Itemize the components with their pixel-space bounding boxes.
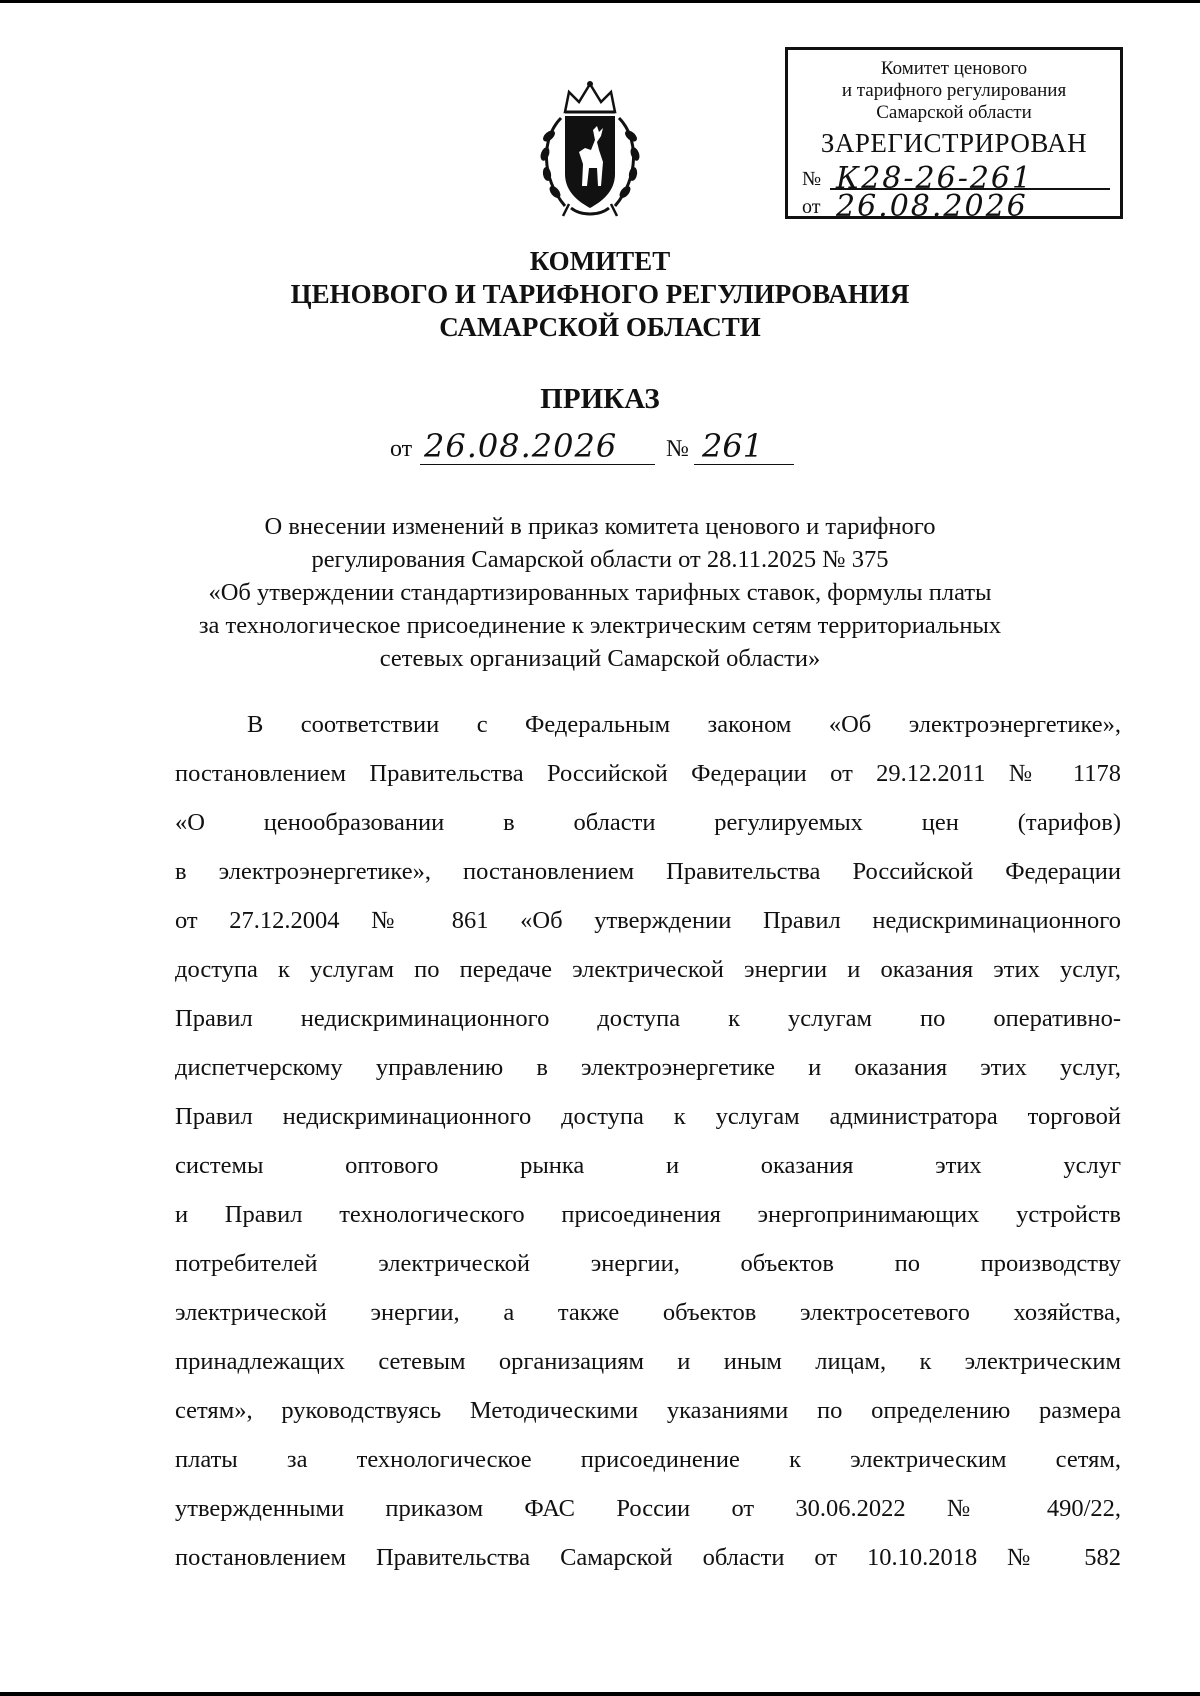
subject-line: «Об утверждении стандартизированных тарифных ставок, формулы платы bbox=[208, 579, 992, 606]
subject-line: О внесении изменений в приказ комитета ценового и тарифного bbox=[264, 513, 936, 540]
body-line: потребителей электрической энергии, объектов по производству bbox=[175, 1250, 1121, 1277]
body-line: платы за технологическое присоединение к электрическим сетям, bbox=[175, 1446, 1121, 1473]
order-date-label: от bbox=[390, 436, 413, 462]
stamp-org-line-1: Комитет ценового bbox=[880, 58, 1028, 79]
scan-border-bottom bbox=[0, 1692, 1200, 1696]
stamp-number-label: № bbox=[802, 168, 822, 190]
stamp-number-handwritten: К28-26-261 bbox=[836, 161, 1034, 196]
order-date-handwritten: 26.08.2026 bbox=[424, 427, 618, 465]
body-line: утвержденными приказом ФАС России от 30.06.2022 № 490/22, bbox=[175, 1495, 1121, 1522]
committee-subtitle-1: ЦЕНОВОГО И ТАРИФНОГО РЕГУЛИРОВАНИЯ bbox=[290, 279, 910, 309]
body-line: диспетчерскому управлению в электроэнергетике и оказания этих услуг, bbox=[175, 1054, 1121, 1081]
stamp-org-line-2: и тарифного регулирования bbox=[841, 80, 1067, 101]
body-line: электрической энергии, а также объектов электросетевого хозяйства, bbox=[175, 1299, 1121, 1326]
body-line: в электроэнергетике», постановлением Правительства Российской Федерации bbox=[175, 858, 1121, 885]
body-line: от 27.12.2004 № 861 «Об утверждении Правил недискриминационного bbox=[175, 907, 1121, 934]
scan-border-top bbox=[0, 0, 1200, 3]
body-line: Правил недискриминационного доступа к услугам администратора торговой bbox=[175, 1103, 1121, 1130]
stamp-number-row bbox=[802, 161, 1110, 196]
subject-line: регулирования Самарской области от 28.11.2025 № 375 bbox=[311, 546, 889, 573]
order-body-paragraph bbox=[175, 700, 1121, 1582]
order-number-handwritten: 261 bbox=[702, 427, 764, 465]
stamp-date-row bbox=[802, 189, 1110, 224]
order-title: ПРИКАЗ bbox=[540, 383, 660, 415]
registration-stamp bbox=[785, 47, 1123, 224]
body-line: принадлежащих сетевым организациям и иным лицам, к электрическим bbox=[175, 1348, 1121, 1375]
order-date-number bbox=[0, 427, 1200, 471]
body-line: постановлением Правительства Российской Федерации от 29.12.2011 № 1178 bbox=[175, 760, 1121, 787]
body-line: В соответствии с Федеральным законом «Об электроэнергетике», bbox=[247, 711, 1121, 738]
stamp-org-line-3: Самарской области bbox=[876, 102, 1032, 123]
body-line: «О ценообразовании в области регулируемых цен (тарифов) bbox=[175, 809, 1121, 836]
subject-line: сетевых организаций Самарской области» bbox=[379, 645, 821, 672]
order-number-label: № bbox=[666, 436, 689, 462]
order-subject bbox=[150, 510, 1050, 675]
body-line: постановлением Правительства Самарской области от 10.10.2018 № 582 bbox=[175, 1544, 1121, 1571]
stamp-date-label: от bbox=[802, 196, 821, 218]
coat-of-arms-emblem bbox=[535, 78, 645, 222]
body-line: сетям», руководствуясь Методическими указаниями по определению размера bbox=[175, 1397, 1121, 1424]
body-line: доступа к услугам по передаче электрической энергии и оказания этих услуг, bbox=[175, 956, 1121, 983]
stamp-registered-label: ЗАРЕГИСТРИРОВАН bbox=[820, 128, 1088, 158]
committee-subtitle-2: САМАРСКОЙ ОБЛАСТИ bbox=[439, 312, 761, 342]
committee-title: КОМИТЕТ bbox=[529, 246, 671, 276]
subject-line: за технологическое присоединение к электрическим сетям территориальных bbox=[198, 612, 1002, 639]
stamp-date-handwritten: 26.08.2026 bbox=[836, 189, 1028, 224]
body-line: системы оптового рынка и оказания этих услуг bbox=[175, 1152, 1121, 1179]
body-line: и Правил технологического присоединения энергопринимающих устройств bbox=[175, 1201, 1121, 1228]
body-line: Правил недискриминационного доступа к услугам по оперативно- bbox=[175, 1005, 1121, 1032]
